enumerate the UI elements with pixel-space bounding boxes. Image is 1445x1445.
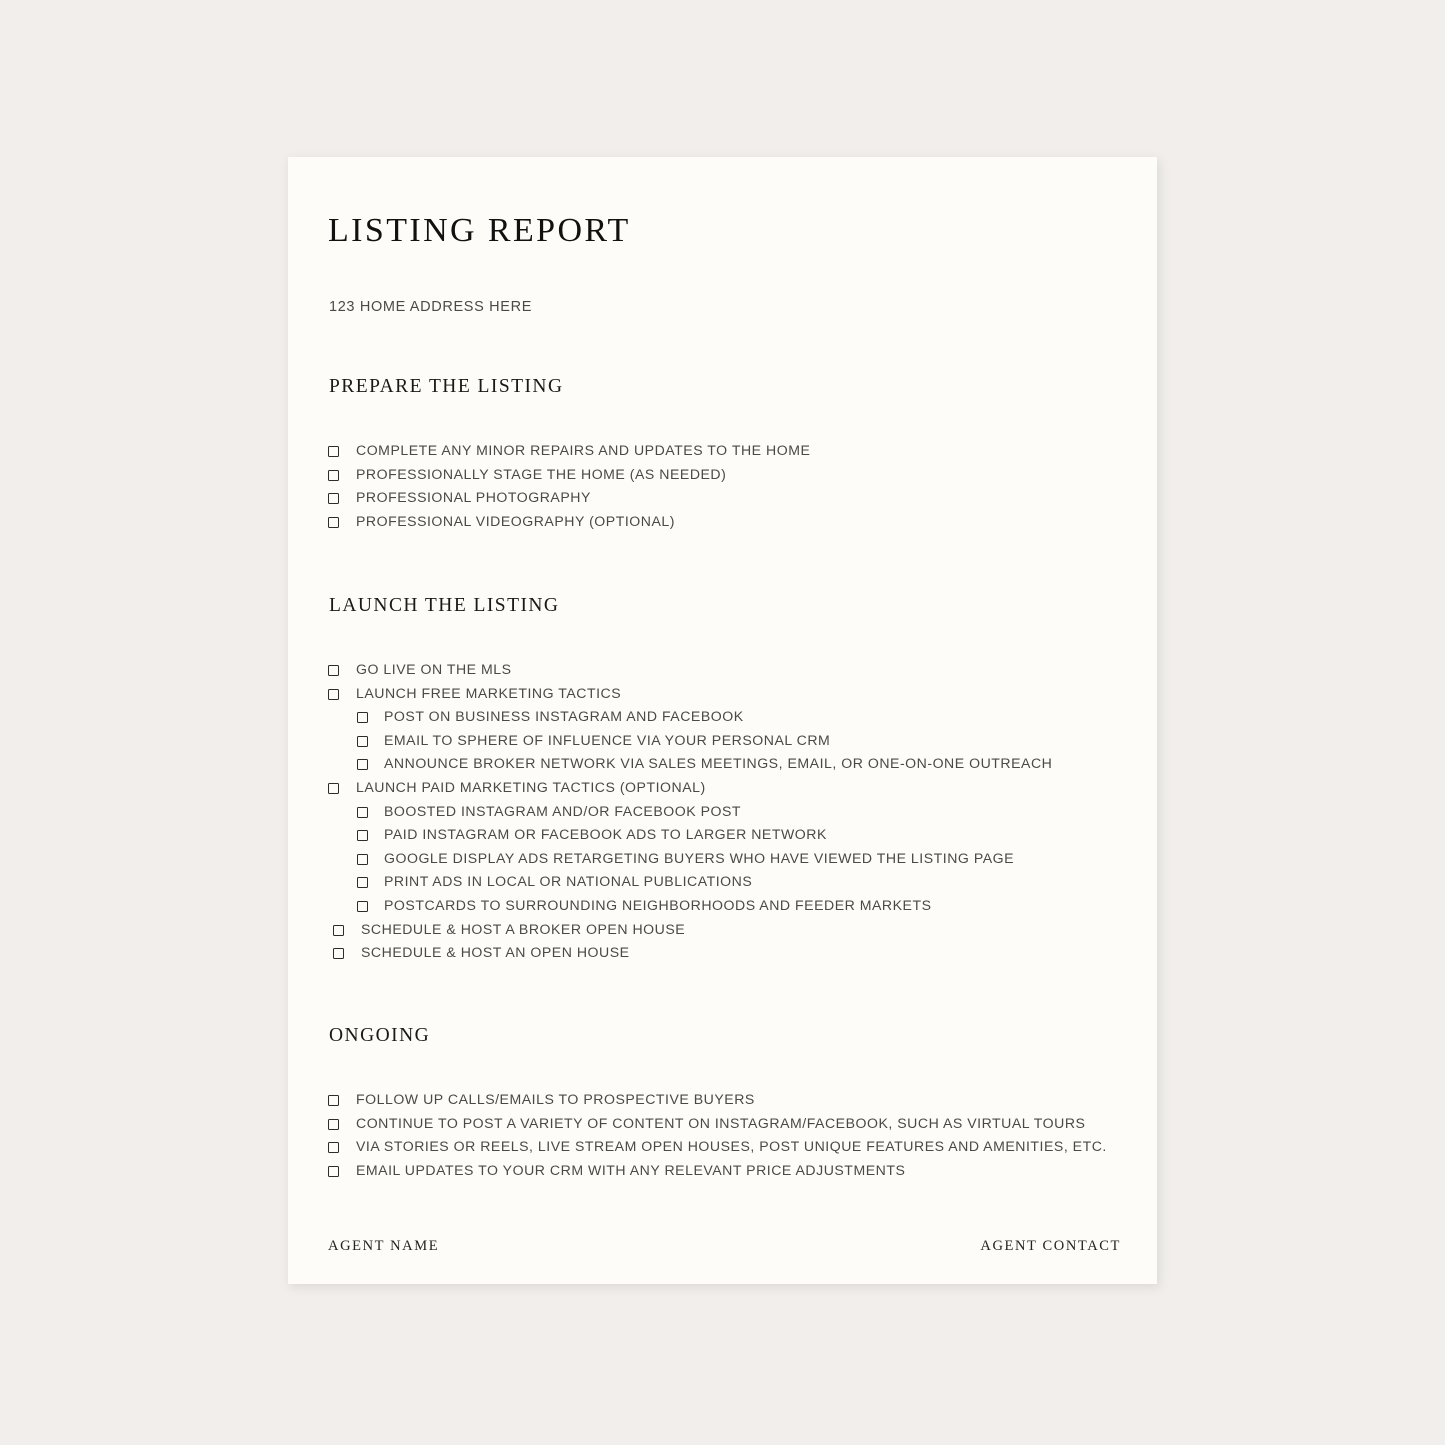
checkbox-icon[interactable] (333, 925, 344, 936)
checklist-item[interactable] (328, 823, 1127, 847)
checklist-item[interactable] (328, 800, 1127, 824)
checkbox-icon[interactable] (357, 901, 368, 912)
checklist-prepare-the-listing (328, 439, 1127, 533)
checklist-item[interactable] (328, 705, 1127, 729)
section-heading: ONGOING (329, 1025, 431, 1046)
checklist-item[interactable] (328, 1112, 1127, 1136)
checklist-item[interactable] (328, 486, 1127, 510)
checklist-item[interactable] (328, 918, 1127, 942)
checklist-item[interactable] (328, 682, 1127, 706)
checklist-item-label: PAID INSTAGRAM OR FACEBOOK ADS TO LARGER NETWORK (384, 826, 827, 843)
checklist-item-label: LAUNCH FREE MARKETING TACTICS (356, 684, 622, 701)
checklist-item-label: LAUNCH PAID MARKETING TACTICS (OPTIONAL) (356, 778, 706, 795)
checklist-item-label: ANNOUNCE BROKER NETWORK VIA SALES MEETINGS, EMAIL, OR ONE-ON-ONE OUTREACH (384, 755, 1053, 772)
checklist-item[interactable] (328, 463, 1127, 487)
checklist-item-label: GO LIVE ON THE MLS (356, 661, 512, 677)
checkbox-icon[interactable] (328, 1166, 339, 1177)
property-address: 123 HOME ADDRESS HERE (329, 299, 533, 315)
checklist-item[interactable] (328, 847, 1127, 871)
checkbox-icon[interactable] (328, 783, 339, 794)
checklist-item-label: POST ON BUSINESS INSTAGRAM AND FACEBOOK (384, 708, 744, 725)
checklist-launch-the-listing (328, 658, 1127, 965)
checklist-item[interactable] (328, 658, 1127, 682)
checklist-item-label: CONTINUE TO POST A VARIETY OF CONTENT ON INSTAGRAM/FACEBOOK, SUCH AS VIRTUAL TOURS (356, 1114, 1086, 1131)
checklist-item-label: GOOGLE DISPLAY ADS RETARGETING BUYERS WHO HAVE VIEWED THE LISTING PAGE (384, 849, 1015, 866)
checklist-item-label: POSTCARDS TO SURROUNDING NEIGHBORHOODS AND FEEDER MARKETS (384, 896, 932, 913)
sheet-content (328, 157, 1127, 1284)
checkbox-icon[interactable] (328, 665, 339, 676)
listing-report-sheet (288, 157, 1157, 1284)
checklist-item[interactable] (328, 870, 1127, 894)
checkbox-icon[interactable] (357, 712, 368, 723)
checklist-item-label: COMPLETE ANY MINOR REPAIRS AND UPDATES TO THE HOME (356, 442, 811, 458)
footer-agent-name: AGENT NAME (328, 1238, 440, 1254)
checkbox-icon[interactable] (328, 517, 339, 528)
checklist-item[interactable] (328, 729, 1127, 753)
checkbox-icon[interactable] (357, 807, 368, 818)
section-launch-the-listing (328, 595, 1127, 961)
checklist-item-label: PRINT ADS IN LOCAL OR NATIONAL PUBLICATIONS (384, 873, 753, 890)
checkbox-icon[interactable] (357, 736, 368, 747)
checkbox-icon[interactable] (357, 830, 368, 841)
checkbox-icon[interactable] (357, 854, 368, 865)
checkbox-icon[interactable] (328, 1095, 339, 1106)
section-heading: PREPARE THE LISTING (329, 376, 564, 397)
checkbox-icon[interactable] (328, 470, 339, 481)
checklist-item[interactable] (328, 776, 1127, 800)
checklist-item-label: EMAIL TO SPHERE OF INFLUENCE VIA YOUR PERSONAL CRM (384, 731, 831, 748)
checklist-ongoing (328, 1088, 1127, 1182)
checklist-item-label: FOLLOW UP CALLS/EMAILS TO PROSPECTIVE BUYERS (356, 1091, 755, 1107)
checklist-item[interactable] (328, 1159, 1127, 1183)
checklist-item[interactable] (328, 894, 1127, 918)
checkbox-icon[interactable] (357, 759, 368, 770)
checkbox-icon[interactable] (328, 1142, 339, 1153)
checklist-item-label: PROFESSIONAL PHOTOGRAPHY (356, 489, 591, 506)
checklist-item-label: SCHEDULE & HOST A BROKER OPEN HOUSE (361, 920, 686, 937)
checklist-item-label: VIA STORIES OR REELS, LIVE STREAM OPEN HOUSES, POST UNIQUE FEATURES AND AMENITIES, ETC. (356, 1138, 1107, 1155)
section-ongoing (328, 1025, 1127, 1178)
checklist-item-label: SCHEDULE & HOST AN OPEN HOUSE (361, 944, 630, 961)
footer-agent-contact: AGENT CONTACT (980, 1238, 1121, 1254)
footer (328, 1238, 1127, 1255)
checklist-item[interactable] (328, 1088, 1127, 1112)
checkbox-icon[interactable] (328, 493, 339, 504)
checklist-item-label: EMAIL UPDATES TO YOUR CRM WITH ANY RELEVANT PRICE ADJUSTMENTS (356, 1161, 906, 1178)
checkbox-icon[interactable] (328, 446, 339, 457)
checklist-item[interactable] (328, 941, 1127, 965)
section-prepare-the-listing (328, 376, 1127, 529)
checklist-item-label: PROFESSIONAL VIDEOGRAPHY (OPTIONAL) (356, 512, 675, 529)
checklist-item[interactable] (328, 510, 1127, 534)
checklist-item-label: BOOSTED INSTAGRAM AND/OR FACEBOOK POST (384, 802, 742, 819)
checklist-item[interactable] (328, 752, 1127, 776)
checklist-item[interactable] (328, 439, 1127, 463)
checkbox-icon[interactable] (357, 877, 368, 888)
checklist-item-label: PROFESSIONALLY STAGE THE HOME (AS NEEDED) (356, 465, 727, 482)
section-heading: LAUNCH THE LISTING (329, 595, 560, 616)
checkbox-icon[interactable] (328, 1119, 339, 1130)
checkbox-icon[interactable] (333, 948, 344, 959)
page-title: LISTING REPORT (328, 212, 631, 249)
checkbox-icon[interactable] (328, 689, 339, 700)
checklist-item[interactable] (328, 1135, 1127, 1159)
